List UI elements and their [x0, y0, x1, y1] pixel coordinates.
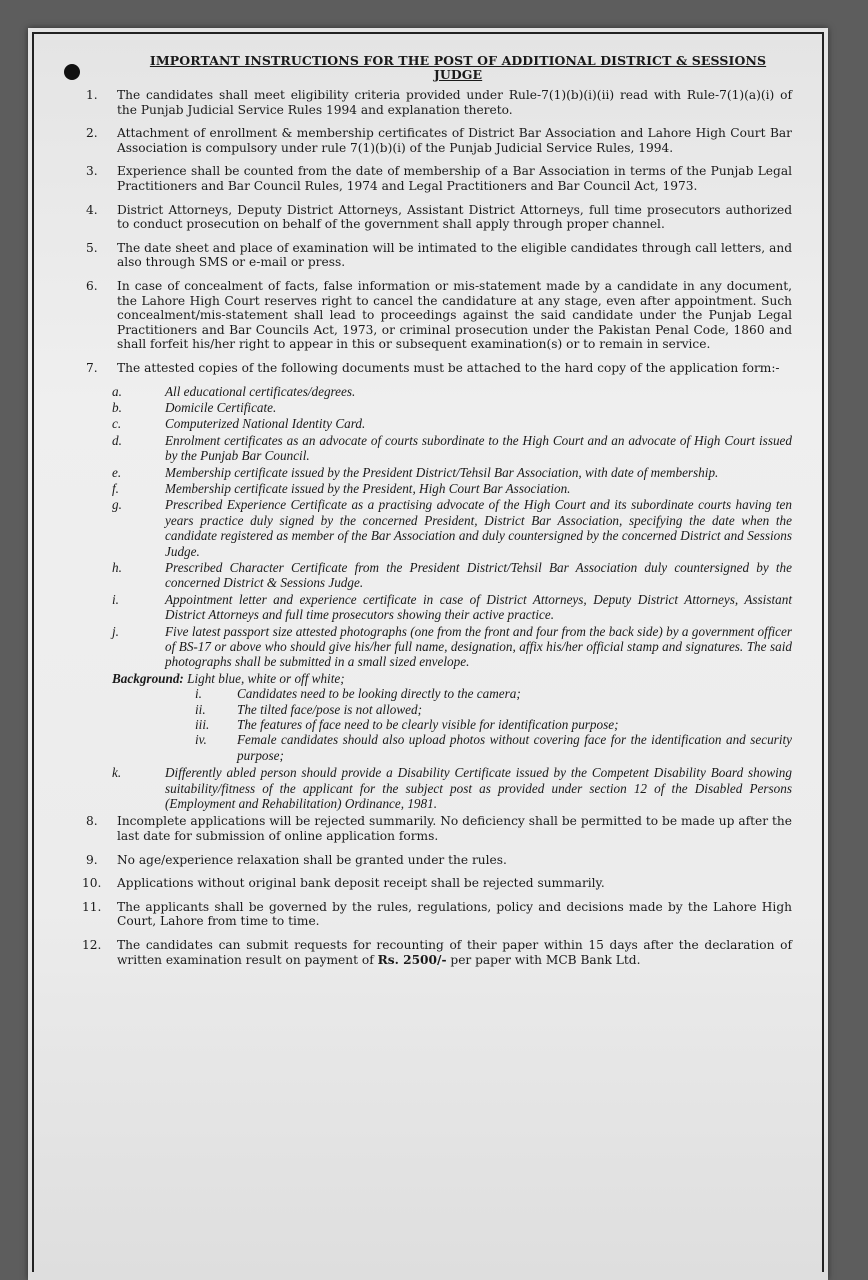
document-item — [86, 416, 792, 431]
document-letter: b. — [112, 399, 122, 415]
item-number: 10. — [82, 876, 102, 891]
item-text: In case of concealment of facts, false information or mis-statement made by a candidate in any document, the Lahore High Court reserves right to cancel the candidature at any stage, even after appointment. Such concealment/mis-statement shall lead to proceedings against the said candidate under the Punjab Legal Practitioners and Bar Councils Act, 1973, or criminal prosecution under the Pakistan Penal Code, 1860 and shall forfeit his/her right to appear in this or subsequent examination(s) or to remain in service. — [117, 278, 792, 352]
fee-amount: Rs. 2500/- — [377, 952, 447, 967]
background-text: Light blue, white or off white; — [183, 670, 345, 686]
document-text: All educational certificates/degrees. — [165, 383, 356, 399]
document-page — [28, 28, 828, 1280]
instruction-item — [82, 876, 792, 891]
bullet-dot — [64, 64, 80, 80]
border-top — [32, 32, 824, 34]
instructions-body — [82, 88, 792, 976]
document-letter: h. — [112, 559, 122, 575]
item-number: 5. — [86, 240, 98, 255]
background-line — [112, 671, 792, 686]
border-left — [32, 32, 34, 1272]
item-number: 2. — [86, 126, 98, 141]
item-text: Attachment of enrollment & membership certificates of District Bar Association and Lahore High Court Bar Association is compulsory under rule 7(1)(b)(i) of the Punjab Judicial Service Rules, 1994. — [117, 126, 792, 155]
requirement-text: The tilted face/pose is not allowed; — [237, 701, 422, 717]
document-item — [86, 481, 792, 496]
item-number: 9. — [86, 852, 98, 867]
roman-number: iv. — [195, 732, 207, 748]
item-number: 8. — [86, 814, 98, 829]
instruction-item — [86, 814, 792, 843]
item-number: 3. — [86, 164, 98, 179]
document-text: Domicile Certificate. — [165, 399, 277, 415]
instruction-item — [82, 899, 792, 929]
document-text: Five latest passport size attested photographs (one from the front and four from the back side) by a government officer of BS-17 or above who should give his/her full name, designation, affix his/her official stamp and signatures. The said photographs shall be submitted in a small sized envelope. — [165, 623, 792, 670]
instruction-item — [86, 853, 792, 868]
item-text: The candidates shall meet eligibility criteria provided under Rule-7(1)(b)(i)(ii) read with Rule-7(1)(a)(i) of the Punjab Judicial Service Rules 1994 and explanation thereto. — [117, 88, 792, 117]
document-item — [86, 384, 792, 399]
document-item — [86, 560, 792, 591]
item-number: 4. — [86, 202, 98, 217]
document-item — [86, 765, 792, 811]
item-text: The applicants shall be governed by the rules, regulations, policy and decisions made by the Lahore High Court, Lahore from time to time. — [117, 899, 792, 929]
document-letter: a. — [112, 383, 122, 399]
item-text: No age/experience relaxation shall be granted under the rules. — [117, 852, 507, 867]
item-number: 6. — [86, 278, 98, 293]
document-letter: j. — [112, 623, 119, 639]
document-item — [86, 400, 792, 415]
document-text: Appointment letter and experience certificate in case of District Attorneys, Deputy District Attorneys, Assistant District Attorneys and full time prosecutors showing their active practice. — [165, 591, 792, 623]
instruction-item — [82, 938, 792, 967]
document-letter: d. — [112, 432, 122, 448]
document-text: Prescribed Character Certificate from the President District/Tehsil Bar Association duly countersigned by the concerned District & Sessions Judge. — [165, 559, 792, 591]
item-number: 1. — [86, 88, 98, 102]
item-text: Experience shall be counted from the date of membership of a Bar Association in terms of the Punjab Legal Practitioners and Bar Council Rules, 1974 and Legal Practitioners and Bar Council Act, 1973. — [117, 164, 792, 193]
document-text: Membership certificate issued by the President District/Tehsil Bar Association, with date of membership. — [165, 464, 719, 480]
roman-number: ii. — [195, 701, 206, 717]
item-number: 11. — [82, 899, 102, 914]
page-title: IMPORTANT INSTRUCTIONS FOR THE POST OF ADDITIONAL DISTRICT & SESSIONS JUDGE — [149, 53, 767, 82]
document-letter: f. — [112, 480, 119, 496]
requirement-text: Candidates need to be looking directly to the camera; — [237, 686, 521, 702]
border-right — [822, 34, 824, 1272]
document-text: Prescribed Experience Certificate as a practising advocate of the High Court and its subordinate courts having ten years practice duly signed by the concerned President, District Bar Association, specifying the date when the candidate registered as member of the Bar Association and duly countersigned by the concerned District and Sessions Judge. — [165, 497, 792, 559]
item-number: 12. — [82, 938, 102, 953]
document-letter: c. — [112, 416, 122, 432]
item-text: The attested copies of the following documents must be attached to the hard copy of the application form:- — [117, 360, 780, 375]
documents-list — [86, 384, 792, 812]
instruction-item — [86, 126, 792, 155]
photo-requirement — [86, 686, 792, 701]
requirement-text: Female candidates should also upload photos without covering face for the identification and security purpose; — [237, 732, 792, 763]
item-number: 7. — [86, 360, 98, 375]
document-letter: g. — [112, 497, 122, 513]
item-text-after: per paper with MCB Bank Ltd. — [446, 952, 641, 967]
document-item — [86, 624, 792, 670]
item-text: District Attorneys, Deputy District Attorneys, Assistant District Attorneys, full time prosecutors authorized to conduct prosecution on behalf of the government shall apply through proper channel. — [117, 202, 792, 232]
document-text: Membership certificate issued by the President, High Court Bar Association. — [165, 480, 571, 496]
requirement-text: The features of face need to be clearly visible for identification purpose; — [237, 717, 619, 733]
roman-number: iii. — [195, 717, 210, 733]
document-text: Computerized National Identity Card. — [165, 416, 366, 432]
document-item — [86, 592, 792, 623]
document-item — [86, 465, 792, 480]
item-text: Incomplete applications will be rejected summarily. No deficiency shall be permitted to be made up after the last date for submission of online application forms. — [117, 814, 792, 844]
document-letter: i. — [112, 591, 119, 607]
instruction-item — [86, 88, 792, 117]
document-item — [86, 433, 792, 464]
background-label: Background: — [112, 670, 184, 686]
roman-number: i. — [195, 686, 202, 702]
document-text: Differently abled person should provide a Disability Certificate issued by the Competent Disability Board showing suitability/fitness of the applicant for the subject post as provided under section 12 of the Disabled Persons (Employment and Rehabilitation) Ordinance, 1981. — [165, 765, 792, 812]
photo-requirement — [86, 702, 792, 717]
instruction-item — [86, 241, 792, 270]
photo-requirement — [86, 717, 792, 732]
instruction-item — [86, 164, 792, 193]
document-item — [86, 497, 792, 559]
document-letter: e. — [112, 464, 122, 480]
document-letter: k. — [112, 765, 122, 781]
item-text: The date sheet and place of examination will be intimated to the eligible candidates through call letters, and also through SMS or e-mail or press. — [117, 240, 792, 270]
instruction-item — [86, 279, 792, 352]
item-text-before: The candidates can submit requests for recounting of their paper within 15 days after the declaration of written examination result on payment of — [117, 938, 792, 967]
photo-requirement — [86, 732, 792, 763]
instruction-item — [86, 361, 792, 812]
instruction-item — [86, 203, 792, 232]
document-text: Enrolment certificates as an advocate of courts subordinate to the High Court and an advocate of High Court issued by the Punjab Bar Council. — [165, 432, 792, 464]
item-text: Applications without original bank deposit receipt shall be rejected summarily. — [117, 876, 605, 891]
